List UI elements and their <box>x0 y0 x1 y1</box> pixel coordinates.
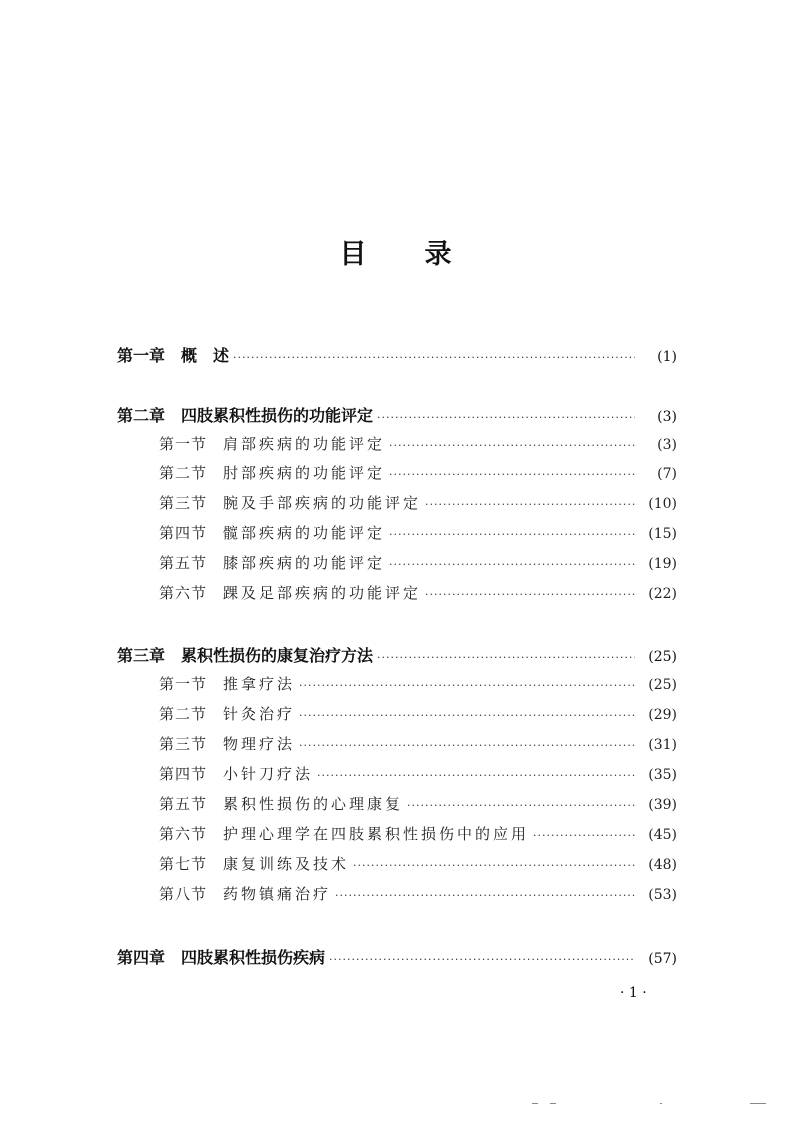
page-number: (48) <box>648 857 677 873</box>
toc-chapter-2[interactable] <box>117 403 677 425</box>
section-title: 膝部疾病的功能评定 <box>223 554 386 572</box>
section-number: 第七节 <box>159 855 208 873</box>
page-number: (7) <box>657 466 677 482</box>
section-title: 踝及足部疾病的功能评定 <box>223 584 422 602</box>
leader-dots <box>407 799 635 812</box>
leader-dots <box>353 859 635 872</box>
page-number: (29) <box>648 707 677 723</box>
leader-dots <box>389 468 635 481</box>
leader-dots <box>335 889 635 902</box>
toc-section[interactable] <box>117 853 677 875</box>
toc-section[interactable] <box>117 703 677 725</box>
section-number: 第八节 <box>159 885 208 903</box>
leader-dots <box>329 953 635 966</box>
leader-dots <box>533 829 635 842</box>
leader-dots <box>389 558 635 571</box>
page-number: (22) <box>648 586 677 602</box>
toc-section[interactable] <box>117 823 677 845</box>
scan-artifact <box>550 1103 556 1104</box>
page-number: (57) <box>648 951 677 967</box>
section-title: 药物镇痛治疗 <box>223 885 332 903</box>
leader-dots <box>425 588 635 601</box>
page-number: (31) <box>648 737 677 753</box>
chapter-number: 第一章 <box>117 346 166 365</box>
scan-artifact <box>750 1103 766 1104</box>
page-number: (10) <box>648 496 677 512</box>
page-title <box>0 232 793 271</box>
toc-section[interactable] <box>117 793 677 815</box>
page-number: (1) <box>657 349 677 365</box>
leader-dots <box>317 769 635 782</box>
page-number: (35) <box>648 767 677 783</box>
section-number: 第三节 <box>159 494 208 512</box>
page-number: (19) <box>648 556 677 572</box>
page-number: (3) <box>657 437 677 453</box>
toc-section[interactable] <box>117 552 677 574</box>
section-number: 第六节 <box>159 825 208 843</box>
scan-artifact <box>660 1103 662 1104</box>
section-number: 第三节 <box>159 735 208 753</box>
page-number: (39) <box>648 797 677 813</box>
toc-chapter-3[interactable] <box>117 643 677 665</box>
section-number: 第二节 <box>159 464 208 482</box>
chapter-title: 概 述 <box>181 346 230 365</box>
section-title: 康复训练及技术 <box>223 855 350 873</box>
title-char-2: 录 <box>424 239 454 270</box>
leader-dots <box>389 439 635 452</box>
chapter-number: 第三章 <box>117 646 166 665</box>
section-title: 髋部疾病的功能评定 <box>223 524 386 542</box>
section-title: 针灸治疗 <box>223 705 296 723</box>
toc-section[interactable] <box>117 763 677 785</box>
leader-dots <box>299 739 635 752</box>
leader-dots <box>425 498 635 511</box>
leader-dots <box>299 679 635 692</box>
section-title: 腕及手部疾病的功能评定 <box>223 494 422 512</box>
page-number: (53) <box>648 887 677 903</box>
section-number: 第五节 <box>159 554 208 572</box>
section-number: 第五节 <box>159 795 208 813</box>
section-number: 第一节 <box>159 435 208 453</box>
scan-artifact <box>532 1103 538 1104</box>
section-title: 小针刀疗法 <box>223 765 314 783</box>
section-title: 累积性损伤的心理康复 <box>223 795 404 813</box>
section-number: 第一节 <box>159 675 208 693</box>
toc-section[interactable] <box>117 433 677 455</box>
toc-chapter-1[interactable] <box>117 343 677 365</box>
toc-section[interactable] <box>117 733 677 755</box>
page-number: (25) <box>648 649 677 665</box>
leader-dots <box>389 528 635 541</box>
toc-section[interactable] <box>117 522 677 544</box>
section-number: 第二节 <box>159 705 208 723</box>
leader-dots <box>233 351 635 364</box>
leader-dots <box>377 651 635 664</box>
section-title: 肘部疾病的功能评定 <box>223 464 386 482</box>
chapter-title: 四肢累积性损伤疾病 <box>181 948 326 967</box>
toc-section[interactable] <box>117 462 677 484</box>
section-number: 第六节 <box>159 584 208 602</box>
page-number: (15) <box>648 526 677 542</box>
page-folio: · 1 · <box>620 985 647 1001</box>
page-number: (45) <box>648 827 677 843</box>
leader-dots <box>377 411 635 424</box>
chapter-number: 第二章 <box>117 406 166 425</box>
section-number: 第四节 <box>159 765 208 783</box>
section-title: 物理疗法 <box>223 735 296 753</box>
toc-section[interactable] <box>117 883 677 905</box>
section-title: 推拿疗法 <box>223 675 296 693</box>
section-title: 护理心理学在四肢累积性损伤中的应用 <box>223 825 530 843</box>
page-number: (3) <box>657 409 677 425</box>
toc-section[interactable] <box>117 582 677 604</box>
chapter-title: 累积性损伤的康复治疗方法 <box>181 646 374 665</box>
toc-section[interactable] <box>117 492 677 514</box>
toc-chapter-4[interactable] <box>117 945 677 967</box>
chapter-title: 四肢累积性损伤的功能评定 <box>181 406 374 425</box>
toc-section[interactable] <box>117 673 677 695</box>
leader-dots <box>299 709 635 722</box>
section-title: 肩部疾病的功能评定 <box>223 435 386 453</box>
section-number: 第四节 <box>159 524 208 542</box>
title-char-1: 目 <box>339 239 369 270</box>
page-number: (25) <box>648 677 677 693</box>
chapter-number: 第四章 <box>117 948 166 967</box>
